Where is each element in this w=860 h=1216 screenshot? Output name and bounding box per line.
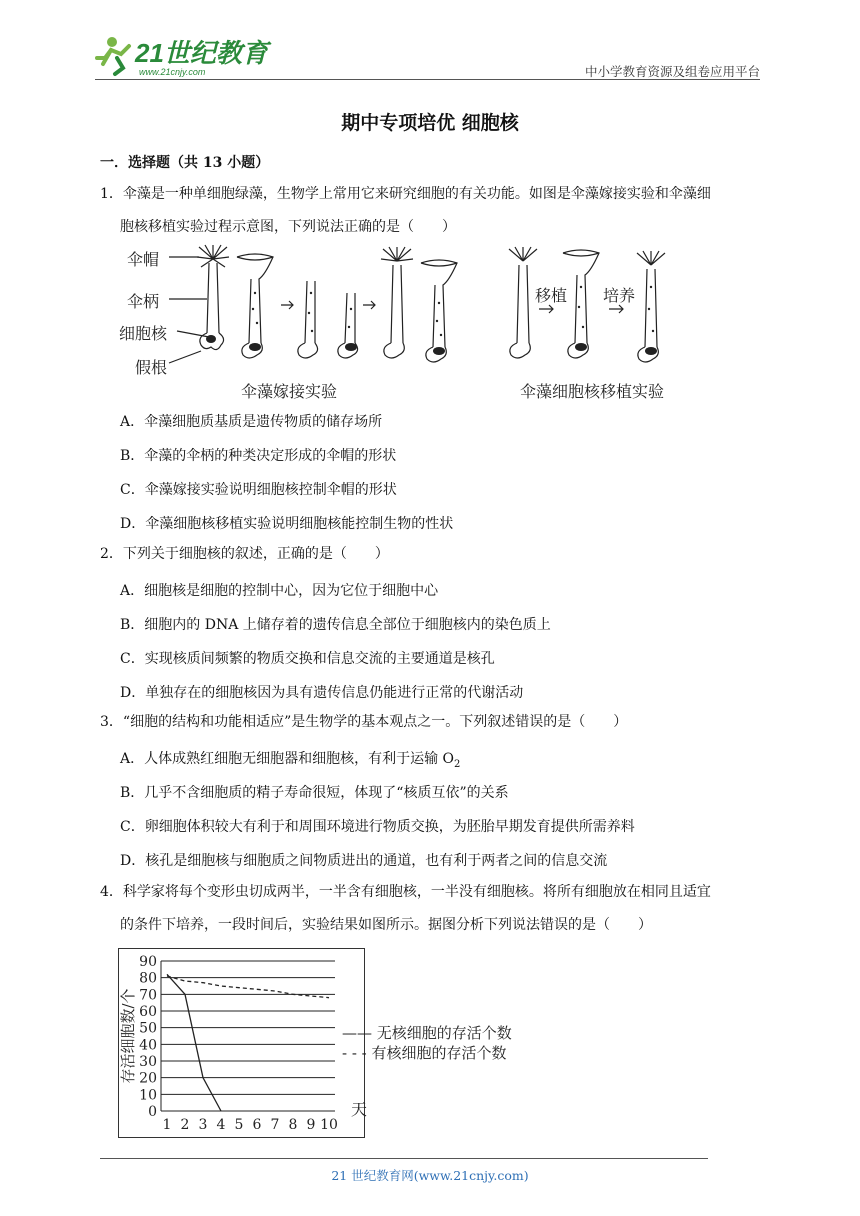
q3-option-b: B．几乎不含细胞质的精子寿命很短，体现了“核质互依”的关系 bbox=[120, 785, 509, 801]
question-4-line1: 4．科学家将每个变形虫切成两半，一半含有细胞核，一半没有细胞核。将所有细胞放在相同且适宜 bbox=[100, 884, 711, 900]
y-tick-label: 70 bbox=[139, 987, 157, 1004]
page-header bbox=[95, 30, 760, 80]
question-4 bbox=[100, 876, 770, 942]
question-1 bbox=[100, 178, 770, 244]
platform-text: 中小学教育资源及组卷应用平台 bbox=[584, 64, 760, 79]
question-1-line2: 胞核移植实验过程示意图，下列说法正确的是（ ） bbox=[120, 219, 456, 235]
legend-solid-swatch: —— bbox=[342, 1024, 377, 1042]
y-tick-label: 0 bbox=[148, 1104, 157, 1120]
y-tick-label: 60 bbox=[139, 1004, 157, 1020]
header-divider bbox=[95, 79, 760, 80]
x-tick-label: 5 bbox=[234, 1117, 244, 1133]
arrow-label-transplant: 移植 bbox=[535, 286, 568, 305]
y-tick-label: 20 bbox=[139, 1070, 157, 1087]
y-tick-label: 40 bbox=[139, 1037, 157, 1054]
q1-option-d: D．伞藻细胞核移植实验说明细胞核能控制生物的性状 bbox=[120, 516, 454, 532]
question-2 bbox=[100, 538, 770, 571]
q1-option-a: A．伞藻细胞质基质是遗传物质的储存场所 bbox=[120, 414, 383, 430]
section-heading: 一．选择题（共 13 小题） bbox=[100, 155, 270, 171]
legend-label-1: 无核细胞的存活个数 bbox=[376, 1024, 512, 1042]
y-tick-label: 30 bbox=[139, 1054, 157, 1070]
algae-drawings bbox=[125, 243, 685, 383]
x-tick-label: 6 bbox=[252, 1117, 262, 1133]
q3-option-a-text: A．人体成熟红细胞无细胞器和细胞核，有利于运输 O bbox=[120, 751, 455, 767]
caption-nuclear-transplant: 伞藻细胞核移植实验 bbox=[520, 382, 665, 401]
q2-option-c: C．实现核质间频繁的物质交换和信息交流的主要通道是核孔 bbox=[120, 651, 495, 667]
x-tick-label: 1 bbox=[162, 1117, 172, 1133]
x-tick-label: 8 bbox=[288, 1117, 298, 1133]
question-2-line1: 2．下列关于细胞核的叙述，正确的是（ ） bbox=[100, 546, 389, 562]
question-3-line1: 3．“细胞的结构和功能相适应”是生物学的基本观点之一。下列叙述错误的是（ ） bbox=[100, 714, 628, 730]
q3-option-a bbox=[120, 748, 460, 770]
umbrella-algae-figure bbox=[119, 243, 685, 403]
y-tick-label: 80 bbox=[139, 970, 157, 987]
q2-option-b: B．细胞内的 DNA 上储存着的遗传信息全部位于细胞核内的染色质上 bbox=[120, 617, 551, 633]
q1-option-c: C．伞藻嫁接实验说明细胞核控制伞帽的形状 bbox=[120, 482, 397, 498]
y-tick-label: 50 bbox=[139, 1020, 157, 1037]
survival-chart bbox=[118, 948, 368, 1138]
legend-dashed-swatch: - - - bbox=[342, 1044, 372, 1062]
x-tick-label: 10 bbox=[320, 1117, 338, 1133]
footer-divider bbox=[100, 1158, 708, 1159]
label-rhizoid: 假根 bbox=[135, 358, 168, 377]
logo-text: 21世纪教育 bbox=[135, 38, 268, 68]
x-axis-label: 天 bbox=[351, 1100, 368, 1119]
x-tick-label: 7 bbox=[270, 1117, 280, 1133]
legend-label-2: 有核细胞的存活个数 bbox=[371, 1044, 507, 1062]
x-tick-label: 2 bbox=[180, 1117, 190, 1133]
logo-url: www.21cnjy.com bbox=[139, 67, 206, 77]
q2-option-d: D．单独存在的细胞核因为具有遗传信息仍能进行正常的代谢活动 bbox=[120, 685, 524, 701]
x-tick-label: 4 bbox=[216, 1117, 226, 1133]
y-tick-label: 10 bbox=[139, 1087, 157, 1104]
caption-grafting: 伞藻嫁接实验 bbox=[241, 382, 338, 401]
survival-chart-svg bbox=[119, 949, 368, 1137]
page-title: 期中专项培优 细胞核 bbox=[341, 112, 519, 134]
label-nucleus: 细胞核 bbox=[119, 324, 168, 343]
label-cap: 伞帽 bbox=[127, 250, 160, 269]
question-1-line1: 1．伞藻是一种单细胞绿藻，生物学上常用它来研究细胞的有关功能。如图是伞藻嫁接实验和伞藻细 bbox=[100, 186, 711, 202]
legend-item-2 bbox=[342, 1042, 507, 1063]
q3-option-c: C．卵细胞体积较大有利于和周围环境进行物质交换，为胚胎早期发育提供所需养料 bbox=[120, 819, 635, 835]
legend-item-1 bbox=[342, 1022, 512, 1043]
label-stalk: 伞柄 bbox=[127, 292, 160, 311]
q2-option-a: A．细胞核是细胞的控制中心，因为它位于细胞中心 bbox=[120, 583, 439, 599]
footer-text: 21 世纪教育网(www.21cnjy.com) bbox=[331, 1168, 529, 1183]
y-tick-label: 90 bbox=[139, 954, 157, 970]
question-3 bbox=[100, 706, 770, 739]
x-tick-label: 9 bbox=[306, 1117, 316, 1133]
question-4-line2: 的条件下培养，一段时间后，实验结果如图所示。据图分析下列说法错误的是（ ） bbox=[120, 917, 652, 933]
site-logo bbox=[95, 34, 268, 78]
q3-option-d: D．核孔是细胞核与细胞质之间物质进出的通道，也有利于两者之间的信息交流 bbox=[120, 853, 608, 869]
arrow-label-culture: 培养 bbox=[603, 286, 636, 305]
q1-option-b: B．伞藻的伞柄的种类决定形成的伞帽的形状 bbox=[120, 448, 397, 464]
x-tick-label: 3 bbox=[198, 1117, 208, 1133]
q3-option-a-subscript: 2 bbox=[454, 758, 461, 770]
y-axis-label: 存活细胞数/个 bbox=[119, 988, 137, 1084]
runner-icon bbox=[97, 37, 129, 74]
